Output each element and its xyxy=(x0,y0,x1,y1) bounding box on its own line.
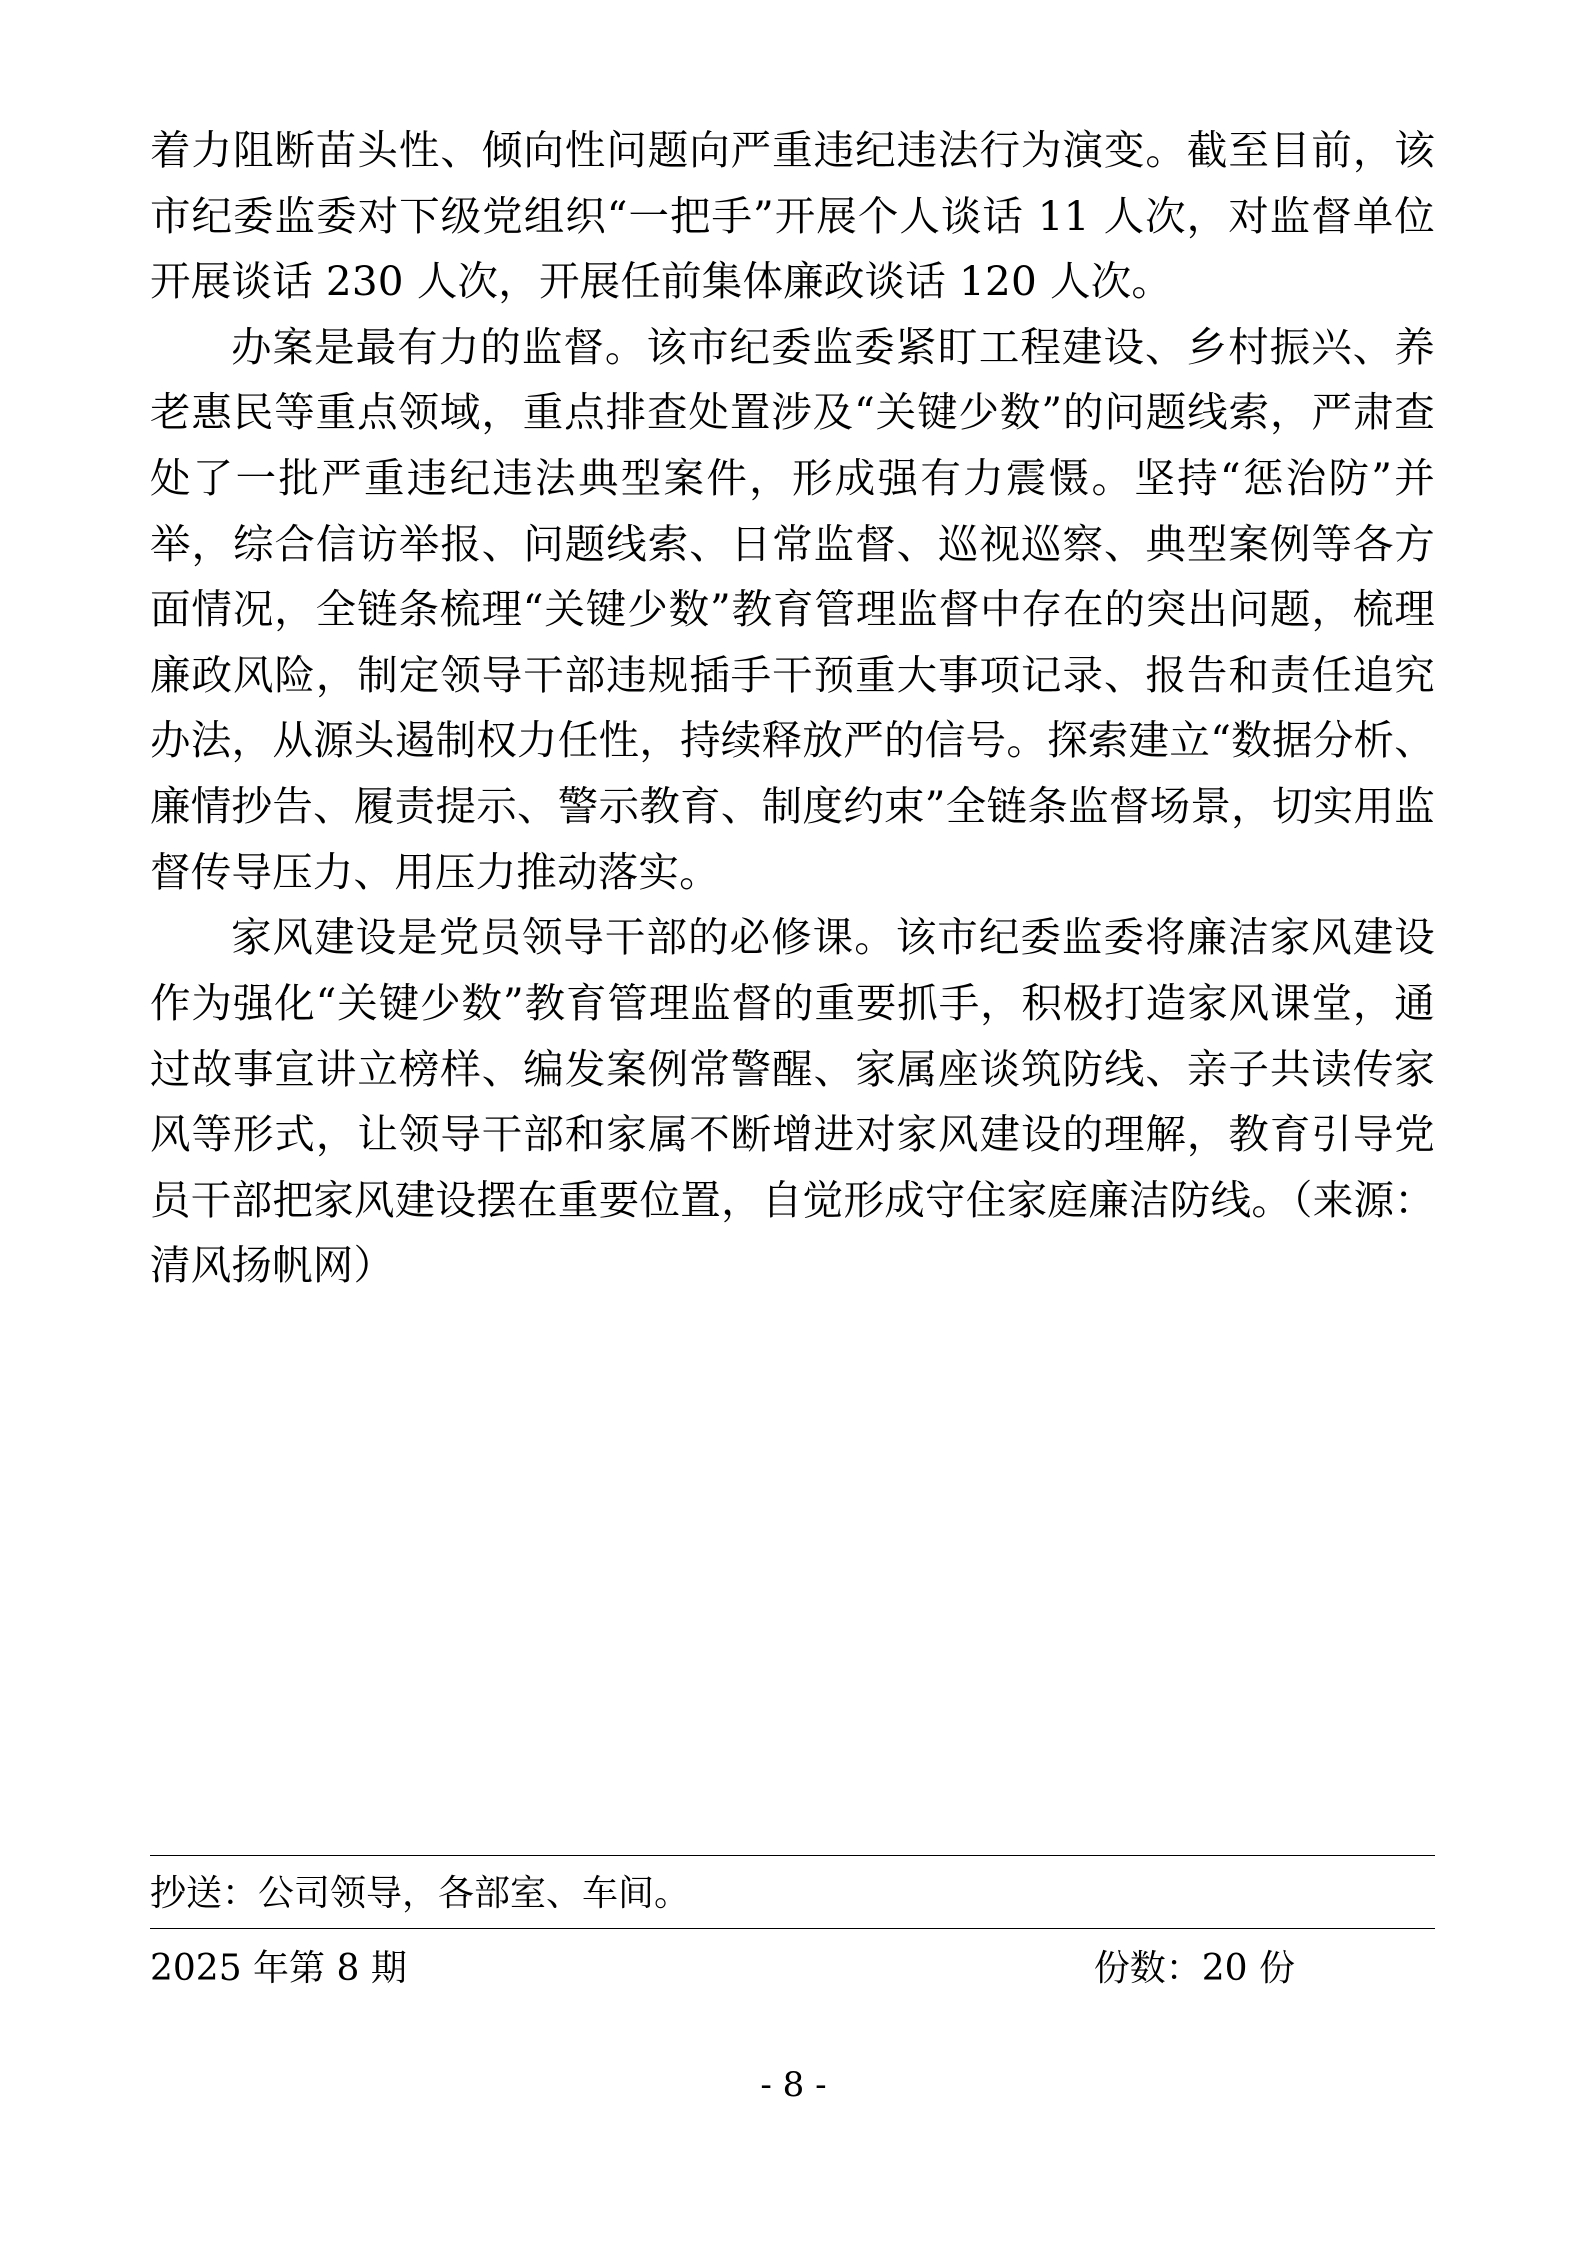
paragraph-2: 办案是最有力的监督。该市纪委监委紧盯工程建设、乡村振兴、养老惠民等重点领域，重点排查处置涉及“关键少数”的问题线索，严肃查处了一批严重违纪违法典型案件，形成强有力震慑。坚持“惩治防”并举，综合信访举报、问题线索、日常监督、巡视巡察、典型案例等各方面情况，全链条梳理“关键少数”教育管理监督中存在的突出问题，梳理廉政风险，制定领导干部违规插手干预重大事项记录、报告和责任追究办法，从源头遏制权力任性，持续释放严的信号。探索建立“数据分析、廉情抄告、履责提示、警示教育、制度约束”全链条监督场景，切实用监督传导压力、用压力推动落实。 xyxy=(150,322,1435,896)
footer-copies: 份数：20 份 xyxy=(1093,1947,1295,1989)
paragraph-1: 着力阻断苗头性、倾向性问题向严重违纪违法行为演变。截至目前，该市纪委监委对下级党组织“一把手”开展个人谈话 11 人次，对监督单位开展谈话 230 人次，开展任前集体廉政谈话 120 人次。 xyxy=(150,126,1435,306)
footer-distribution: 抄送：公司领导，各部室、车间。 xyxy=(150,1873,691,1914)
paragraph-3: 家风建设是党员领导干部的必修课。该市纪委监委将廉洁家风建设作为强化“关键少数”教育管理监督的重要抓手，积极打造家风课堂，通过故事宣讲立榜样、编发案例常警醒、家属座谈筑防线、亲子共读传家风等形式，让领导干部和家属不断增进对家风建设的理解，教育引导党员干部把家风建设摆在重要位置，自觉形成守住家庭廉洁防线。（来源：清风扬帆网） xyxy=(150,913,1435,1290)
footer-issue-row xyxy=(150,1929,1435,1997)
document-body xyxy=(150,118,1435,1299)
page-number: - 8 - xyxy=(760,2065,827,2105)
footer-issue: 2025 年第 8 期 xyxy=(150,1947,407,1989)
document-footer xyxy=(150,1855,1435,1997)
